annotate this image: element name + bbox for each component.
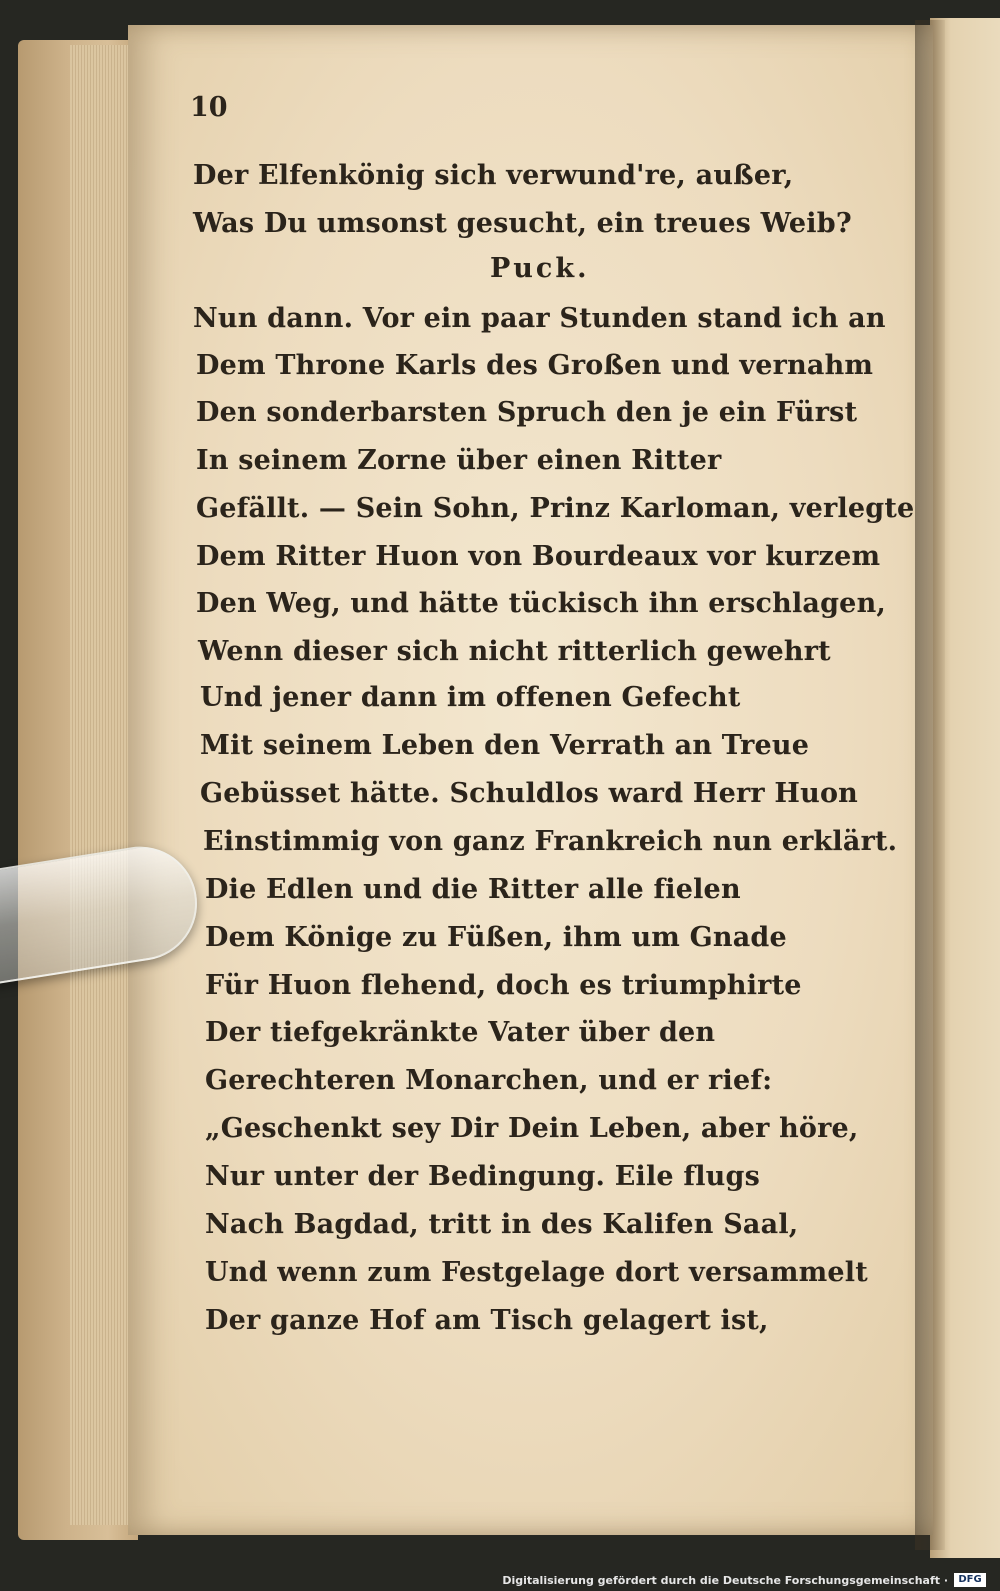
verse-line: Wenn dieser sich nicht ritterlich gewehrt bbox=[198, 636, 831, 667]
verse-line: Die Edlen und die Ritter alle fielen bbox=[205, 874, 741, 905]
verse-line: Einstimmig von ganz Frankreich nun erklärt. bbox=[203, 826, 898, 857]
verse-line: Der tiefgekränkte Vater über den bbox=[205, 1017, 716, 1048]
verse-line: Und jener dann im offenen Gefecht bbox=[200, 682, 741, 713]
verse-line: Nur unter der Bedingung. Eile flugs bbox=[205, 1161, 760, 1192]
verse-line: Gebüsset hätte. Schuldlos ward Herr Huon bbox=[200, 778, 859, 809]
verse-line: Was Du umsonst gesucht, ein treues Weib? bbox=[193, 208, 852, 239]
verse-line: Nach Bagdad, tritt in des Kalifen Saal, bbox=[205, 1209, 799, 1240]
verse-line: Dem Könige zu Füßen, ihm um Gnade bbox=[205, 922, 787, 953]
verse-line: Für Huon flehend, doch es triumphirte bbox=[205, 970, 802, 1001]
verse-line: Mit seinem Leben den Verrath an Treue bbox=[200, 730, 810, 761]
verse-line: Dem Ritter Huon von Bourdeaux vor kurzem bbox=[196, 541, 881, 572]
verse-line: Den Weg, und hätte tückisch ihn erschlagen, bbox=[196, 588, 886, 619]
speaker-name: Puck. bbox=[490, 253, 590, 284]
digitization-credit: Digitalisierung gefördert durch die Deutsche Forschungsgemeinschaft · bbox=[502, 1574, 948, 1587]
verse-line: In seinem Zorne über einen Ritter bbox=[196, 445, 722, 476]
verse-line: Gerechteren Monarchen, und er rief: bbox=[205, 1065, 773, 1096]
verse-line: Der ganze Hof am Tisch gelagert ist, bbox=[205, 1305, 769, 1336]
verse-line: Gefällt. — Sein Sohn, Prinz Karloman, verlegte bbox=[196, 493, 915, 524]
dfg-logo: DFG bbox=[954, 1573, 986, 1587]
page-gutter-shadow bbox=[915, 20, 945, 1550]
verse-line: Der Elfenkönig sich verwund're, außer, bbox=[193, 160, 794, 191]
page-number: 10 bbox=[190, 92, 228, 123]
verse-line: Nun dann. Vor ein paar Stunden stand ich an bbox=[193, 303, 886, 334]
verse-line: Den sonderbarsten Spruch den je ein Fürst bbox=[196, 397, 858, 428]
verse-line: Und wenn zum Festgelage dort versammelt bbox=[205, 1257, 868, 1288]
verse-line: „Geschenkt sey Dir Dein Leben, aber höre, bbox=[205, 1113, 859, 1144]
verse-line: Dem Throne Karls des Großen und vernahm bbox=[196, 350, 874, 381]
